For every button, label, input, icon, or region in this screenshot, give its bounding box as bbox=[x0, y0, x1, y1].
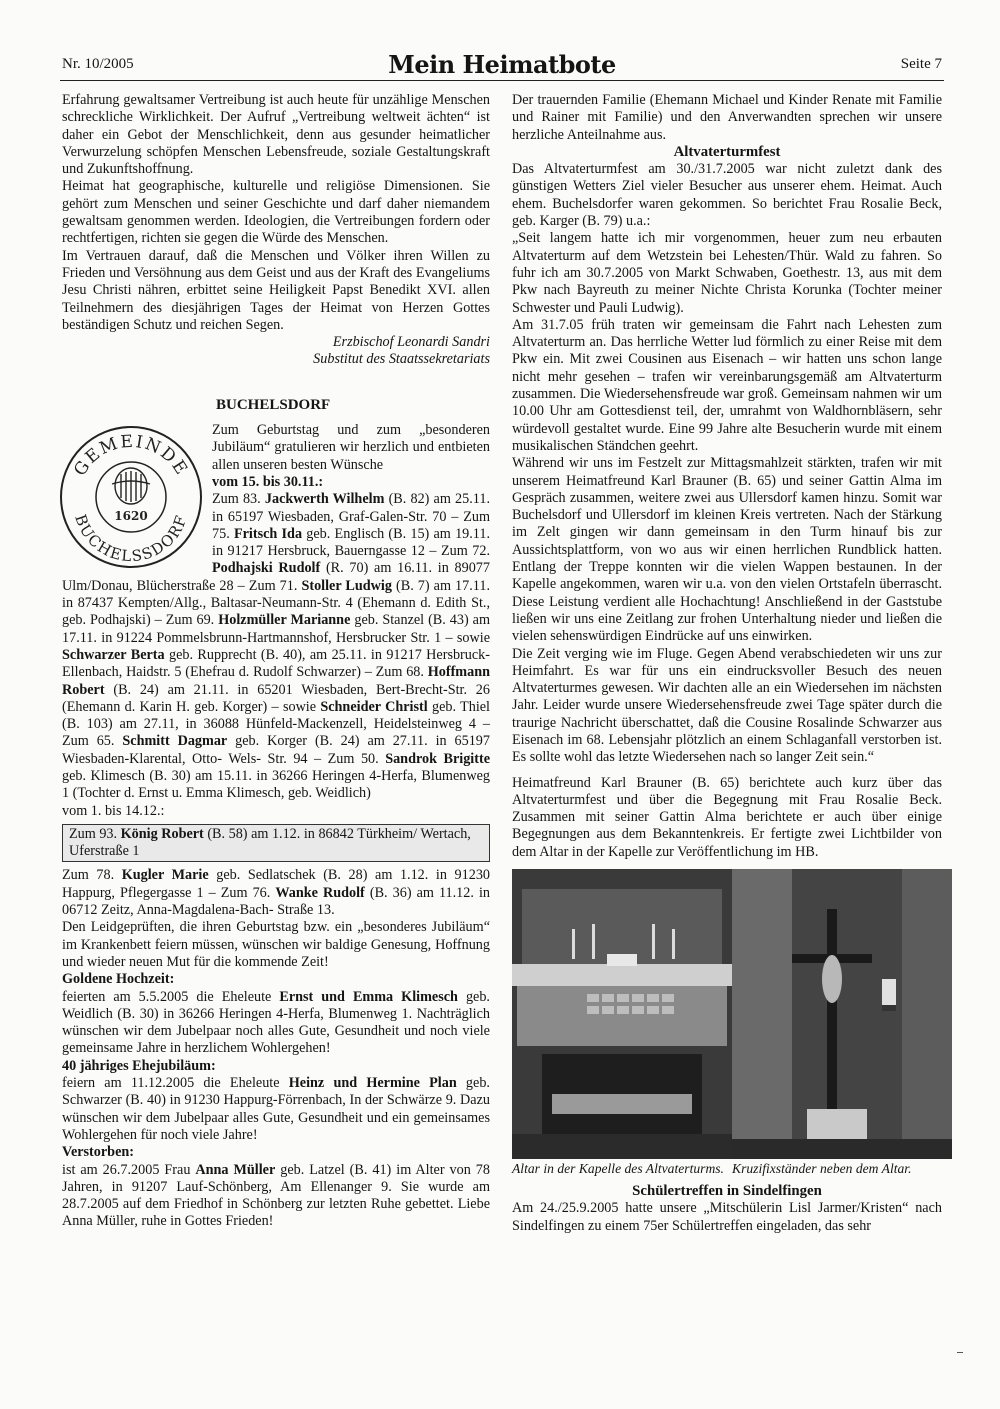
birthday-list-2: Zum 78. Kugler Marie geb. Sedlatschek (B. 28) am 1.12. in 91230 Happurg, Pflegergasse 1 – Zum 76. Wanke Rudolf (B. 36) am 11.12. in 06712 Zeitz, Anna-Magdalena-Bach- Straße 13. bbox=[62, 867, 491, 919]
birthday-intro: Zum Geburtstag und zum „besonderen Jubiläum“ gratulieren wir herzlich und entbieten allen unseren besten Wünsche bbox=[212, 422, 490, 473]
right-column bbox=[512, 92, 942, 1235]
altar-photo-image bbox=[512, 869, 732, 1159]
signature-title: Substitut des Staatssekretariats bbox=[313, 351, 490, 368]
photo-row bbox=[512, 869, 942, 1177]
altvater-paragraph-2: „Seit langem hatte ich mir vorgenommen, heuer zum neu erbauten Altvaterturm auf dem Wetzstein bei Lehesten/Thür. Wald zu fahren. So fuhr ich am 30.7.2005 von Markt Schwaben, Goethestr. 13, aus mit dem Pkw nach Bayreuth zu meiner Nichte Christa Korunka (Tochter meiner Schwester und Pauli Ludwig). bbox=[512, 230, 942, 316]
school-reunion-text: Am 24./25.9.2005 hatte unsere „Mitschülerin Lisl Jarmer/Kristen“ nach Sindelfingen zu einem 75er Schülertreffen eingeladen, das sehr bbox=[512, 1200, 942, 1234]
period-heading-1: vom 15. bis 30.11.: bbox=[212, 473, 324, 490]
period-heading-2: vom 1. bis 14.12.: bbox=[62, 802, 165, 819]
anniversary-heading: 40 jähriges Ehejubiläum: bbox=[62, 1057, 216, 1074]
page-header bbox=[62, 50, 942, 80]
obituary-heading: Verstorben: bbox=[62, 1144, 134, 1161]
altvater-paragraph-5: Die Zeit verging wie im Fluge. Gegen Abend verabschiedeten wir uns zur Heimfahrt. Es war für uns ein eindrucksvoller Besuch des neuen Altvaterturmes gewesen. Wir dachten alle an ein Wiedersehen im nächsten Jahr. Leider wurde unsere Wiedersehensfreude zwei Tage später durch die traurige Nachricht überschattet, daß die Cousine Rosalinde Schwarzer aus Eisenach im 68. Lebensjahr plötzlich an einem Schlaganfall verstorben ist. Es sollte wohl das letzte Wiedersehen nach so langer Zeit sein.“ bbox=[512, 645, 942, 766]
photo-altar bbox=[512, 869, 732, 1177]
highlight-box: Zum 93. König Robert (B. 58) am 1.12. in 86842 Türkheim/ Wertach, Uferstraße 1 bbox=[62, 824, 490, 863]
altvater-heading: Altvaterturmfest bbox=[673, 143, 781, 160]
intro-paragraph-3: Im Vertrauen darauf, daß die Menschen und Völker ihren Willen zu Frieden und Versöhnung aus dem Geist und aus der Kraft des Evangeliums Jesu Christi nähren, erbittet seine Heiligkeit Papst Benedikt XVI. allen Teilnehmern des diesjährigen Tages der Heimat von Herzen Gottes beständigen Schutz und reichen Segen. bbox=[62, 247, 490, 333]
intro-paragraph-1: Erfahrung gewaltsamer Vertreibung ist auch heute für unzählige Menschen schreckliche Wirklichkeit. Der Aufruf „Vertreibung weltweit ächten“ ist daher ein Gebot der Menschlichkeit, denn aus gesunder heimatlicher Verwurzelung schöpfen Menschen Lebensfreude, soziale Gestaltungskraft und Zukunftshoffnung. bbox=[62, 92, 490, 178]
sick-wishes: Den Leidgeprüften, die ihren Geburtstag bzw. ein „besonderes Jubiläum“ im Krankenbett feiern müssen, wünschen wir baldige Genesung, Hoffnung und wieder neuen Mut für die kommende Zeit! bbox=[62, 919, 490, 970]
margin-mark bbox=[957, 1352, 963, 1353]
altvater-paragraph-3: Am 31.7.05 früh traten wir gemeinsam die Fahrt nach Lehesten zum Altvaterturm an. Das herrliche Wetter lud förmlich zu einer Reise mit dem Pkw ein. Mit zwei Cousinen aus Eisenach – wir hatten uns schon lange nicht mehr gesehen – trafen wir vereinbarungsgemäß am Altvaterturm zusammen. Die Wiedersehensfreude war groß. Gemeinsam nahmen wir um 10.00 Uhr am Gottesdienst teil, der, umrahmt von Waldhornbläsern, sehr würdevoll gestaltet wurde. Eine 99 Jahre alte Besucherin wurde mit einem musikalischen Ständchen geehrt. bbox=[512, 316, 942, 454]
crucifix-caption: Kruzifixständer neben dem Altar. bbox=[732, 1161, 912, 1177]
school-reunion-heading: Schülertreffen in Sindelfingen bbox=[632, 1183, 822, 1200]
birthday-list-1: Zum 83. Jackwerth Wilhelm (B. 82) am 25.11. in 65197 Wiesbaden, Graf-Galen-Str. 70 – Zum 75. Fritsch Ida geb. Englisch (B. 15) am 19.11. in 91217 Hersbruck, Bauerngasse 12 – Zum 72. Podhajski Rudolf (R. 70) am 16.11. in 89077 Ulm/Donau, Blücherstraße 28 – Zum 71. Stoller Ludwig (B. 7) am 17.11. in 87437 Kempten/Allg., Baltasar-Neumann-Str. 4 (Ehemann d. Edith St., geb. Podhajski) – Zum 69. Holzmüller Marianne geb. Stanzel (B. 43) am 17.11. in 91224 Pommelsbrunn-Hartmannshof, Hersbrucker Str. 1 – sowie Schwarzer Berta geb. Rupprecht (B. 40), am 25.11. in 91217 Hersbruck-Ellenbach, Haidstr. 5 (Ehefrau d. Rudolf Schwarzer) – Zum 68. Hoffmann Robert (B. 24) am 21.11. in 65201 Wiesbaden, Bert-Brecht-Str. 26 (Ehemann d. Karin H. geb. Korger) – sowie Schneider Christl geb. Thiel (B. 103) am 27.11, in 36088 Hünfeld-Mackenzell, Heidelsteinweg 4 – Zum 65. Schmitt Dagmar geb. Korger (B. 24) am 27.11. in 65197 Wiesbaden-Klarental, Otto- Wels- Str. 94 – Zum 50. Sandrok Brigitte geb. Klimesch (B. 30) am 15.11. in 36266 Heringen 4-Herfa, Blumenweg 1 (Tochter d. Ernst u. Emma Klimesch, geb. Weidlich) bbox=[62, 491, 491, 802]
golden-wedding-heading: Goldene Hochzeit: bbox=[62, 971, 175, 988]
page-number: Seite 7 bbox=[900, 56, 942, 72]
crucifix-photo-image bbox=[732, 869, 952, 1159]
altvater-paragraph-6: Heimatfreund Karl Brauner (B. 65) berichtete auch kurz über das Altvaterturmfest und über die Begegnung mit Frau Rosalie Beck. Zusammen mit seiner Gattin Alma berichtete er auch über einige Begegnungen aus dem Bekanntenkreis. Er fertigte zwei Lichtbilder von dem Altar in der Kapelle zur Veröffentlichung im HB. bbox=[512, 774, 942, 860]
altar-caption: Altar in der Kapelle des Altvaterturms. bbox=[512, 1161, 724, 1177]
obituary-text: ist am 26.7.2005 Frau Anna Müller geb. Latzel (B. 41) im Alter von 78 Jahren, in 91207 Lauf-Schönberg, Am Ellenanger 9. Sie wurde am 28.7.2005 auf dem Friedhof in Schönberg zur letzten Ruhe gebettet. Liebe Anna Müller, ruhe in Gottes Frieden! bbox=[62, 1161, 490, 1230]
issue-number: Nr. 10/2005 bbox=[62, 56, 134, 72]
condolence-text: Der trauernden Familie (Ehemann Michael und Kinder Renate mit Familie und Rainer mit Familie) und den Anverwandten sprechen wir unsere herzliche Anteilnahme aus. bbox=[512, 92, 942, 143]
photo-crucifix bbox=[732, 869, 952, 1177]
altvater-paragraph-1: Das Altvaterturmfest am 30./31.7.2005 war nicht zuletzt dank des günstigen Wetters Ziel vieler Besucher aus unserer ehem. Heimat. Auch ehem. Buchelsdorfer waren gekommen. So berichtet Frau Rosalie Beck, geb. Karger (B. 79) u.a.: bbox=[512, 161, 942, 230]
seal-bottom-text: BUCHELSSDORF bbox=[71, 512, 191, 566]
signature-name: Erzbischof Leonardi Sandri bbox=[332, 334, 490, 351]
anniversary-text: feiern am 11.12.2005 die Eheleute Heinz und Hermine Plan geb. Schwarzer (B. 40) in 91230 Happurg-Förrenbach, In der Schwärze 9. Dazu wünschen wir dem Jubelpaar alles Gute, Gesundheit und ein gemeinsames Wohlergehen für noch viele Jahre! bbox=[62, 1075, 490, 1143]
seal-year: 1620 bbox=[114, 509, 148, 524]
left-column bbox=[62, 92, 490, 1231]
intro-paragraph-2: Heimat hat geographische, kulturelle und religiöse Dimensionen. Sie gehört zum Menschen und seiner Geschichte und darf daher niemandem gewaltsam genommen werden. Ideologien, die Vertreibungen fordern oder rechtfertigen, richten sie gegen die Würde des Menschen. bbox=[62, 178, 490, 247]
seal-top-text: GEMEINDE bbox=[70, 431, 192, 480]
buchelsdorf-heading: BUCHELSDORF bbox=[216, 396, 331, 413]
golden-wedding-text: feierten am 5.5.2005 die Eheleute Ernst und Emma Klimesch geb. Weidlich (B. 30) in 36266 Heringen 4-Herfa, Blumenweg 1. Nachträglich wünschen wir dem Jubelpaar noch alles Gute, Gesundheit und noch viele gemeinsame Jahre in herzlichem Wohlergehen! bbox=[62, 988, 490, 1057]
altvater-paragraph-4: Während wir uns im Festzelt zur Mittagsmahlzeit stärkten, trafen wir mit unserem Heimatfreund Karl Brauner (B. 65) und seiner Gattin Alma im Gespräch zusammen, weitere zwei aus Ullersdorf kamen hinzu. Somit war Buchelsdorf und Ullersdorf im kleinen Kreis vertreten. Nach der Stärkung im Zelt gingen wir dann gemeinsam in den Turm hinauf bis zur Aussichtsplattform, von wo aus wir einen herrlichen Rundblick hatten. Entlang der Treppe konnten wir die vielen Wappen bestaunen. In der Kapelle angekommen, waren wir u.a. von den vielen Ortstafeln überrascht. Diese Leistung verdient alle Hochachtung! Anschließend in der Gaststube ließen wir uns eine Zeitlang zur frohen Unterhaltung nieder und ließen die vielen sehenswürdigen Eindrücke auf uns einwirken. bbox=[512, 455, 942, 645]
municipal-seal-icon bbox=[56, 422, 206, 572]
header-rule bbox=[60, 80, 944, 81]
masthead-logo: Mein Heimatbote bbox=[388, 50, 616, 79]
